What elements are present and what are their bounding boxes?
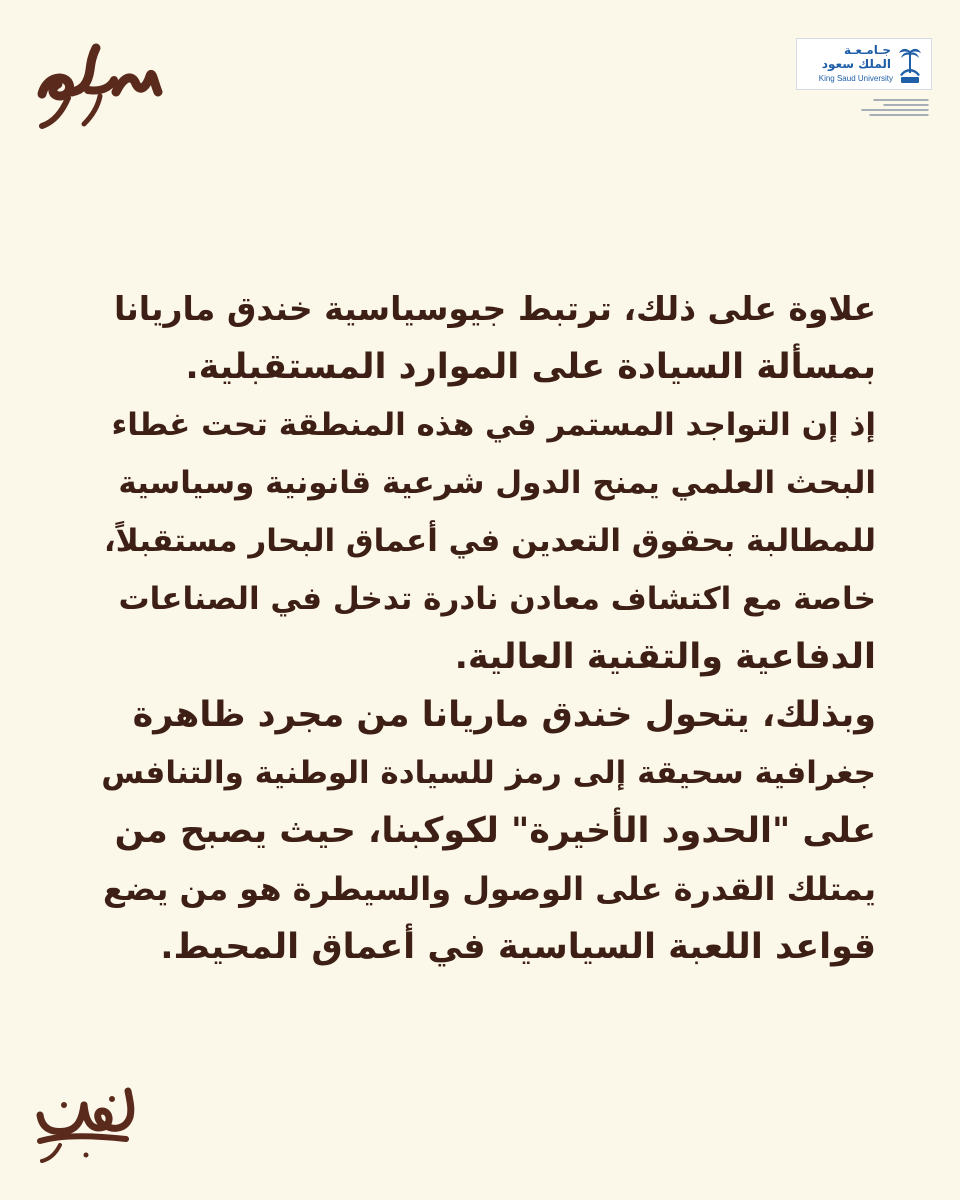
body-line: قواعد اللعبة السياسية في أعماق المحيط. [160, 927, 876, 967]
body-line: الدفاعية والتقنية العالية. [454, 637, 876, 677]
body-line: للمطالبة بحقوق التعدين في أعماق البحار مستقبلاً، [103, 523, 876, 559]
bawsala-logo [30, 1075, 140, 1165]
article-body [100, 280, 876, 976]
body-line: يمتلك القدرة على الوصول والسيطرة هو من يضع [102, 870, 876, 908]
palm-swords-emblem-icon [895, 45, 925, 85]
body-line: جغرافية سحيقة إلى رمز للسيادة الوطنية والتنافس [101, 755, 876, 791]
body-line: على "الحدود الأخيرة" لكوكبنا، حيث يصبح من [114, 811, 876, 851]
body-line: علاوة على ذلك، ترتبط جيوسياسية خندق ماريانا [113, 289, 876, 328]
body-line: إذ إن التواجد المستمر في هذه المنطقة تحت غطاء [111, 407, 876, 443]
madar-logo [28, 30, 168, 130]
university-name-en: King Saud University [818, 74, 893, 83]
university-name-ar-line2: الملك سعود [821, 57, 891, 71]
body-line: البحث العلمي يمنح الدول شرعية قانونية وسياسية [118, 465, 876, 501]
university-tagline-graphic [854, 96, 930, 118]
university-logo-box [796, 38, 932, 90]
body-line: وبذلك، يتحول خندق ماريانا من مجرد ظاهرة [132, 695, 876, 735]
body-line: بمسألة السيادة على الموارد المستقبلية. [185, 347, 876, 387]
king-saud-university-logo [796, 38, 932, 120]
university-name-ar-line1: جـامـعـة [844, 43, 891, 57]
body-line: خاصة مع اكتشاف معادن نادرة تدخل في الصناعات [118, 581, 876, 617]
